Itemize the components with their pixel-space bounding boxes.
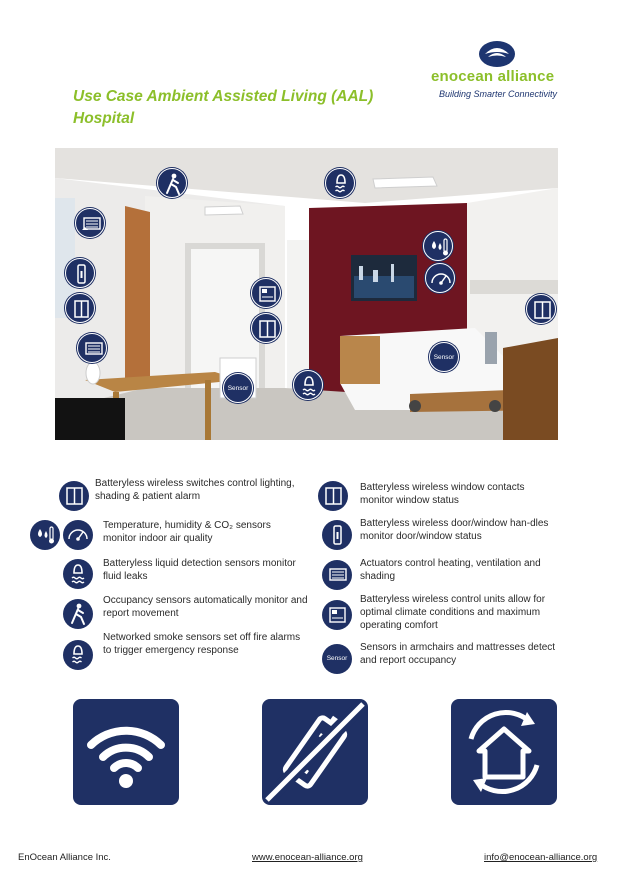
legend-sensor-text: Sensors in armchairs and mattresses detect and report occupancy [360, 642, 556, 666]
legend-smoke-text: Networked smoke sensors set off fire alarms to trigger emergency response [103, 632, 301, 656]
wireless-icon [73, 699, 179, 805]
smoke-sensor-hotspot[interactable] [325, 168, 355, 198]
sensor-label: Sensor [227, 385, 249, 392]
smart-home-cycle-icon [451, 699, 557, 805]
occupancy-walker-icon [63, 599, 93, 629]
legend-sensor-icon [322, 644, 352, 674]
walker-icon [158, 169, 188, 199]
humidity-thermometer-icon [424, 232, 454, 262]
smart-home-tile [451, 699, 557, 805]
switch-hotspot[interactable] [251, 313, 281, 343]
humidity-hotspot[interactable] [423, 231, 453, 261]
legend-smoke-icon [63, 640, 93, 670]
legend-liquid-text: Batteryless liquid detection sensors monitor fluid leaks [103, 558, 296, 582]
actuator-icon [78, 334, 108, 364]
hospital-room-illustration [55, 148, 558, 440]
legend-window-contact-text: Batteryless wireless window contacts monitor window status [360, 482, 525, 506]
no-battery-tile [262, 699, 368, 805]
door-handle-icon [322, 520, 352, 550]
actuator-icon [76, 209, 106, 239]
legend-control-unit-text: Batteryless wireless control units allow for optimal climate conditions and maximum operating comfort [360, 594, 546, 631]
legend-co2-gauge-icon [63, 520, 93, 550]
sensor-hotspot-floor[interactable] [223, 373, 253, 403]
window-contact-hotspot-right[interactable] [526, 294, 556, 324]
actuator-hotspot[interactable] [75, 208, 105, 238]
legend-window-contact-icon [318, 481, 348, 511]
actuator-icon [322, 560, 352, 590]
door-handle-hotspot[interactable] [65, 258, 95, 288]
legend-actuator-text: Actuators control heating, ventilation and shading [360, 558, 541, 582]
window-contact-hotspot[interactable] [65, 293, 95, 323]
liquid-detection-hotspot[interactable] [293, 370, 323, 400]
door-handle-icon [66, 259, 96, 289]
logo-tagline: Building Smarter Connectivity [439, 89, 558, 99]
title-line-2: Hospital [73, 110, 135, 127]
enocean-alliance-logo[interactable] [426, 38, 566, 104]
legend-door-handle-icon [322, 520, 352, 550]
sensor-hotspot-bed[interactable] [429, 342, 459, 372]
occupancy-sensor-hotspot[interactable] [157, 168, 187, 198]
switch-icon [59, 481, 89, 511]
legend-switch-text: Batteryless wireless switches control lighting, shading & patient alarm [95, 478, 295, 502]
co2-sensor-hotspot[interactable] [425, 263, 455, 293]
logo-mark-icon [478, 40, 516, 68]
legend-humidity-icon [30, 520, 60, 550]
liquid-detection-icon [63, 559, 93, 589]
legend-control-unit-icon [322, 600, 352, 630]
sensor-label: Sensor [326, 655, 348, 662]
control-unit-hotspot[interactable] [251, 278, 281, 308]
logo-name: enocean alliance [431, 68, 555, 85]
sensor-label: Sensor [433, 354, 455, 361]
footer-company: EnOcean Alliance Inc. [18, 852, 111, 863]
title-line-1: Use Case Ambient Assisted Living (AAL) [73, 88, 374, 105]
legend-air-quality-text: Temperature, humidity & CO₂ sensors monitor indoor air quality [103, 520, 271, 544]
legend-occupancy-icon [63, 599, 93, 629]
legend-door-handle-text: Batteryless wireless door/window han-dles monitor door/window status [360, 518, 549, 542]
smoke-detector-icon [326, 169, 356, 199]
legend-actuator-icon [322, 560, 352, 590]
smoke-detector-icon [63, 640, 93, 670]
window-contact-icon [66, 294, 96, 324]
humidity-thermometer-icon [30, 520, 60, 550]
actuator-hotspot-2[interactable] [77, 333, 107, 363]
footer-email-link[interactable]: info@enocean-alliance.org [484, 852, 598, 863]
footer-website-link[interactable]: www.enocean-alliance.org [252, 852, 363, 863]
legend-occupancy-text: Occupancy sensors automatically monitor and report movement [103, 595, 308, 619]
control-unit-icon [252, 279, 282, 309]
legend-liquid-icon [63, 559, 93, 589]
legend-switch-icon [59, 481, 89, 511]
control-unit-icon [322, 600, 352, 630]
liquid-detection-icon [294, 371, 324, 401]
window-contact-icon [318, 481, 348, 511]
window-contact-icon [527, 295, 557, 325]
wireless-tile [73, 699, 179, 805]
switch-icon [252, 314, 282, 344]
no-battery-icon [262, 699, 368, 805]
document-title [73, 86, 373, 130]
gauge-icon [63, 520, 93, 550]
gauge-icon [426, 264, 456, 294]
